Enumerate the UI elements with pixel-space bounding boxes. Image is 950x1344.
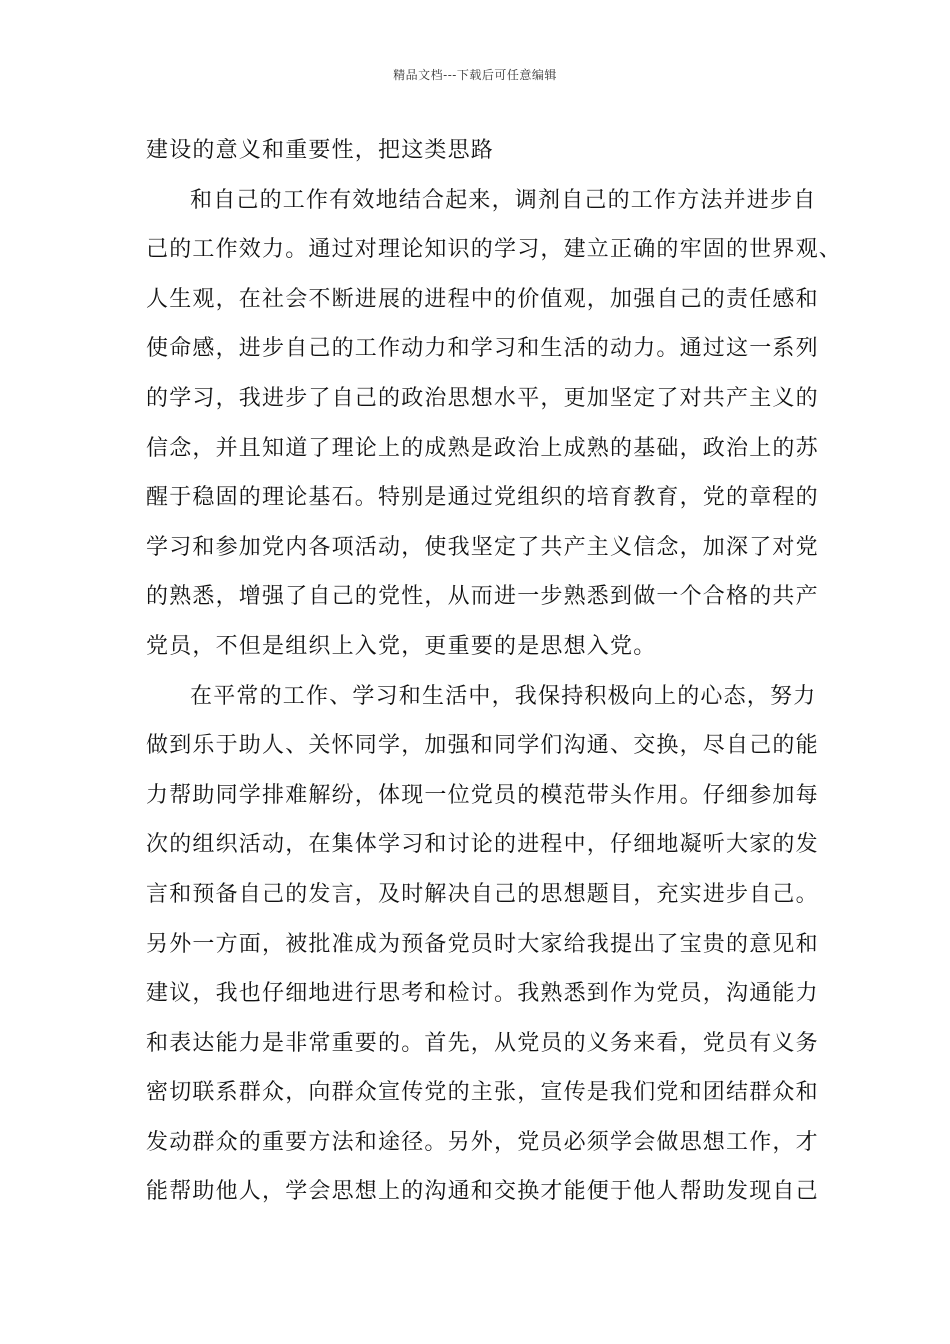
text-line-paragraph-start: 和自己的工作有效地结合起来，调剂自己的工作方法并进步自 bbox=[190, 187, 817, 213]
text-line: 力帮助同学排难解纷，体现一位党员的模范带头作用。仔细参加每 bbox=[146, 782, 819, 808]
text-line: 和表达能力是非常重要的。首先，从党员的义务来看，党员有义务 bbox=[146, 1030, 819, 1056]
text-line: 党员，不但是组织上入党，更重要的是思想入党。 bbox=[146, 633, 657, 659]
text-line: 醒于稳固的理论基石。特别是通过党组织的培育教育，党的章程的 bbox=[146, 485, 819, 511]
text-line: 建设的意义和重要性，把这类思路 bbox=[146, 138, 495, 163]
text-line: 能帮助他人，学会思想上的沟通和交换才能便于他人帮助发现自己 bbox=[146, 1179, 819, 1205]
text-line: 信念，并且知道了理论上的成熟是政治上成熟的基础，政治上的苏 bbox=[146, 435, 819, 461]
page-header: 精品文档---下载后可任意编辑 bbox=[393, 68, 557, 82]
text-line: 建议，我也仔细地进行思考和检讨。我熟悉到作为党员，沟通能力 bbox=[146, 981, 819, 1007]
text-line: 的熟悉，增强了自己的党性，从而进一步熟悉到做一个合格的共产 bbox=[146, 584, 819, 610]
text-line: 密切联系群众，向群众宣传党的主张，宣传是我们党和团结群众和 bbox=[146, 1080, 819, 1106]
text-line: 发动群众的重要方法和途径。另外，党员必须学会做思想工作，才 bbox=[146, 1129, 819, 1155]
text-line: 使命感，进步自己的工作动力和学习和生活的动力。通过这一系列 bbox=[146, 336, 819, 362]
text-line: 己的工作效力。通过对理论知识的学习，建立正确的牢固的世界观、 bbox=[146, 237, 843, 263]
text-line: 的学习，我进步了自己的政治思想水平，更加坚定了对共产主义的 bbox=[146, 385, 819, 411]
text-line: 做到乐于助人、关怀同学，加强和同学们沟通、交换，尽自己的能 bbox=[146, 733, 819, 759]
document-body bbox=[146, 126, 843, 1217]
text-line: 言和预备自己的发言，及时解决自己的思想题目，充实进步自己。 bbox=[146, 881, 819, 907]
text-line: 人生观，在社会不断进展的进程中的价值观，加强自己的责任感和 bbox=[146, 286, 819, 312]
text-line-paragraph-start: 在平常的工作、学习和生活中，我保持积极向上的心态，努力 bbox=[190, 683, 817, 709]
text-line: 次的组织活动，在集体学习和讨论的进程中，仔细地凝听大家的发 bbox=[146, 832, 819, 858]
text-line: 学习和参加党内各项活动，使我坚定了共产主义信念，加深了对党 bbox=[146, 534, 819, 560]
text-line: 另外一方面，被批准成为预备党员时大家给我提出了宝贵的意见和 bbox=[146, 931, 819, 957]
